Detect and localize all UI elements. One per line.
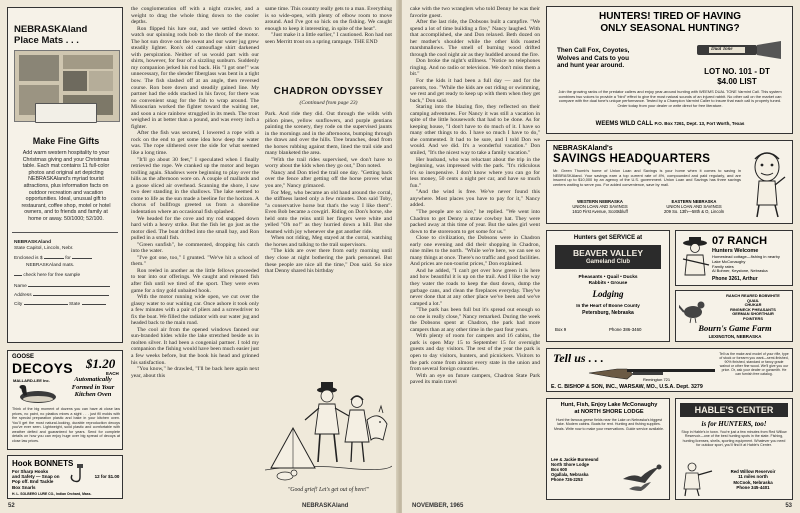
ranch-ad [675,230,793,286]
cartoon-drawing [265,350,392,486]
decoys-brand: MALLARD-LEE Inc. [13,378,50,383]
city-field[interactable] [24,304,68,305]
hunter-pointing-icon [680,461,714,497]
placemat-photo [14,50,120,122]
cartoon [265,350,392,500]
decoys-body: Think of the big moment of dozens you can have at close law prices, no paint, no plastics mixes a sight . . . just fill molds with the special preparation plastic and bake in your kitchen oven. You'll get the most natural-looking, durable reproduction decoys you've ever seen. Lightweight, solid plastic and comfortable with weather defied and guaranteed for years. Send for complete details on how you can enjoy huge over big spread of decoys at close law prices. [12,407,120,443]
beaver-lodging: Lodging [592,289,624,299]
beaver-phone: Phone 386-3460 [609,327,642,332]
fishhook-icon [68,463,92,485]
left-page [0,0,398,513]
placemats-body: Add warm western hospitality to your Christmas giving and your Christmas table. Each mat contains 11 full-color photos and original art depicting NEBRASKAland's myriad tourist attractions, plus information facts on outdoor recreation and vacation opportunities. Ideal, unusual gift to restaurant, coffee shop, motel or hotel owners, and to friends and family at home or away. 50/1000; 52/100. [21,150,111,222]
placemats-ad [7,7,123,343]
enclosed-amount-field[interactable] [44,258,64,259]
beaver-game: Pheasants • Quail • Ducks Rabbits • Grouse [578,275,638,286]
bonnets-price: 12 for $1.00 [94,474,120,479]
hunters-lot: LOT NO. 101 - DT [704,67,770,76]
enclosed-label: Enclosed is $ [14,256,43,262]
savings-title: SAVINGS HEADQUARTERS [553,153,711,165]
beaver-region: In the Heart of Boone County [576,303,640,308]
hables-subtitle: is for HUNTERS, too! [701,420,767,428]
bourns-town: LEXINGTON, NEBRASKA [708,334,762,339]
chadron-title: CHADRON ODYSSEY [273,86,384,97]
bishop-tell: Tell us . . . [553,351,604,365]
decoys-price: $1.20 [86,356,116,371]
bourns-ad [675,290,793,342]
ranch-lines: Homestead cottage—fishing in nearby Lake McConaughy Family rates Al Bohner, Keystone, Nebraska [712,254,780,274]
right-folio: 53 [785,503,792,509]
bishop-rifle-label: Remington 721 [643,377,671,382]
goose-decoy-icon [14,384,60,404]
hunters-company-line [553,121,787,127]
address-field[interactable] [33,295,109,296]
bishop-brand: E. C. BISHOP & SON, INC., WARSAW, MO., U.S.A. [551,384,675,390]
beaver-town: Petersburg, Nebraska [582,310,634,316]
bonnets-title: Hook BONNETS [12,459,74,468]
bourns-name: Bourn's Game Farm [698,323,772,333]
decoys-price-note: EACH [106,371,119,376]
hunters-lot-price: $4.00 LIST [717,77,757,86]
varmint-call-icon [695,39,785,61]
sample-checkbox[interactable] [14,275,22,276]
mcconaughy-body: Hunt the famous geese fields near the Lake on Nebraska's biggest lake. Modern cabins. Boats for rent. Hunting and fishing supplies. Meals. Write now to make your reservations. Guide service available. [554,418,664,431]
right-page [402,0,800,513]
cartoon-caption: "Good grief! Let's get out of here!" [287,487,370,493]
enclosed-count-field[interactable] [72,258,92,259]
pheasant-icon [679,294,711,324]
savings-body: Mr. Green Thumb's home of Union Loan and Savings is your home when it comes to saving in NEBRASKAland. Your savings earn a top current rate of 4%, compounded and paid regularly, and are insured up to $10,000 by an agency of the U.S. government. Union Loan and Savings has three savings centers waiting to serve you. For added convenience, save by mail. [553,168,741,188]
ranch-welcome: Hunters Welcome [712,248,759,254]
hunters-product: Dual Tone [711,47,733,52]
placemats-order-form: NEBRASKAland State Capitol, Lincoln, Nebr. Enclosed is $ for NEBRASKAland mats. check here for free sample Name Address City State [14,240,118,309]
savings-brand: NEBRASKAland's [553,145,613,152]
left-running-footer: NEBRASKAland [302,503,349,509]
savings-eastern: EASTERN NEBRASKA UNION LOAN AND SAVINGS 209 So. 13th—58th & O, Lincoln [663,199,725,214]
hunters-body: Join the growing ranks of the predator callers and enjoy year-around hunting with WEEMS DUAL TONE Varmint Call. This system combines two voices to provide a "bird" effect to give the most natural sounds of an injured rabbit. No other call on the market can compare with the dual tone's unique performance. Tested by a Champion Varmint Caller to insure that each call is properly tuned. Order today from your dealer or write direct for free literature. [558,89,782,109]
hables-title-banner [680,403,788,417]
savings-ad [546,140,793,224]
beaver-header: Hunters get SERVICE at [573,235,643,241]
bishop-body: Tell us the make and model of your rifle, type of stock or forearm you want—semi-finished, 90% finished, standard or fancy grade walnut or other fine wood. We'll give you our price. Or, ask your dealer or gunsmith. He can furnish free catalog. [719,352,789,377]
bishop-brand-line [551,384,789,390]
story-column-3: Park. And ride they did. Out through the wilds with piñon pines, yellow sunflowers, and purple gentians painting the scenery, they rode on the supervised jaunts in the mornings and in the afternoons, bumping through the draws and over the hills. Tree branches, dead from the horses rubbing against them, lined the trail side and many blanketed the area. "With the trail rides supervised, we don't have to worry about the kids when they go out," Don noted. Nancy and Don tried the trail one day. "Getting back over the fence after getting off the horse proves what you are," Nancy grimaced. For Meg, who became an old hand around the corral, the stiffness lasted only a few minutes. Don said Toby, "a conservative horse but that's the way I like them". Even Bob became a cowgirl. Riding on Don's horse, she held onto the reins until her fingers were white and yelled "Oh no!" as they hurried down a hill. But she beamed with joy whenever she got another ride. When not riding, Meg stayed at the corral, watching the horses and talking to the trail supervisors. "The kids are over there from early morning until they close at night bothering the park personnel. But these people are nice all the time," Don said. So nice that Denny shared his birthday [265,111,392,275]
state-field[interactable] [82,304,106,305]
order-address-line2: State Capitol, Lincoln, Nebr. [14,246,74,252]
ranch-phone: Phone 3261, Arthur [712,276,758,282]
placemats-subtitle: Make Fine Gifts [32,136,100,146]
mcconaughy-ad [546,398,670,500]
cowboy-hunter-icon [679,235,711,283]
story-column-4: cake with the two wranglers who told Denny he was their favorite guest. After the last ride, the Dobsons built a campfire. "We spend a lot of time building a fire," Nancy laughed. With that accomplished, she and Don relaxed. Beth dozed on her mother's shoulder while the other kids roasted marshmallows. The smell of burning wood drifted through the cool night air as they huddled around the fire. Don broke the night's stillness. "Notice no telephones ringing. And no radio or television. We don't miss them a bit." For the kids it had been a full day — and for the parents, too. "While the kids are out riding or swimming, we rest and get ready to keep up with them when they get back," Don said. Staring into the blazing fire, they reflected on their camping adventures. For Nancy it was still a vacation in spite of the little housework that had to be done. As for keeping house, "I don't have to do much of it. I have so many other things to do. I have so much I have to do," she commented. It had to be sure, and I told Don we would. And we did. It's a wonderful vacation." Don smiled, "It's the nicest way to take a family vacation." Her husband, who was reluctant about the trip in the beginning, was impressed with the park. "It's ridiculous it's so inexpensive. I don't know where you can go for less money, 50 cents a night per car, and have so much fun." "And the wind is free. We've never found this anywhere. Most places you have to pay for it," Nancy added. "The people are so nice," he replied. "We went into Chadron to get Denny a straw cowboy hat. They were packed away at this time of year. But the sales girl went down to the storeroom to get some for us." Close to civilization, the Dobsons were in Chadron early one evening and did their shopping in Chadron, nine miles to the north. "While we're here, we can see so many things at once. There's no traffic and good facilities. And prices are non-tourist prices," Don explained. And he added, "I can't get over how green it is here and how beautiful it is up on the trail. And I like the way they water the roads to keep the dust down, dump the garbage cans, and clean the fireplaces everyday. They've never done that at any other place we've been and we've camped a lot." "The park has been full but it's spread out enough so no one is really close," Nancy remarked. During the week the Dobsons spent at Chadron, the park had more campers than at any other time in the past four years. With plenty of room for campers and 16 cabins, the park is open May 15 to September 15 for overnight guests and day visitors. The rest of the year the park is open to day visitors, hunters, and picnickers. Visitors to the park come from almost every state in the union and from several foreign countries. With an eye on future campers, Chadron State Park paved its main travel [410,6,540,386]
story-column-2: same time. This country really gets to a man. Everything is so wide-open, with plenty of elbow room to move around. And I've got so hick on the fishing. We caught enough to keep it interesting, in spite of the heat". "Just make it a little earlier," I cautioned. Ron had not seen Merritt trout on a spring rampage. THE END [265,6,392,45]
hables-title: HABLE'S CENTER [694,404,774,415]
decoys-goose-label: GOOSE [12,354,35,360]
decoys-title: DECOYS [12,360,73,376]
beaver-title: BEAVER VALLEY [572,248,644,258]
story-column-1: the conglomeration off with a night crawler, and a weight to drag the whole thing down to the cooler depths. Ron flipped his lure out, and we settled down to watch our spinning rods bob to the throb of the motor. The hot sun drove out the sweat and our water jug grew steadily lighter. Ron's old camouflage shirt darkened with perspiration. Neither of us would part with our shirts, however, for fear of a sizzling sunburn. Suddenly my companion jerked his rod back. His "I got one!" was unnecessary, for the slender fiberglass was bent in a tight bow. The fish slashed off at an angle, then reversed course. Ron bore down and steadily gained line. My partner had the odds stacked in his favor, for there was no convenient snag for the fish to wrap around. The Missourian worked the fighter toward the waiting net, and soon a nice rainbow struggled in its mesh. The trout weighed in at better than a pound, and was every inch a fighter. After the fish was secured, I lowered a rope with a rock on the end to get some idea how deep the water was. The rope slithered over the side for what seemed like a long time. "It'll go about 30 feet," I speculated when I finally retrieved the rope. We cranked up the motor and began trolling again. Shadows were beginning to play over the hills as the afternoon wore on. A couple of mallards and a goose sliced air overhead. Scanning the shore, I saw two deer standing in the shallows. The lake seemed to come to life as the sun made a beeline for the horizon. A chorus of bullfrogs greeted us from a shoreline indentation where an occasional fish splashed. We headed for the cove and my rod snapped down hard with a heavy strike. But the fish let go just as the motor died. The boat drifted into the small bay, and Ron pulled in a small fish. "Green sunfish", he commented, dropping his catch into the water. "I've got one, too," I grunted. "We've hit a school of them." Ron reeled in another as the little fellows proceeded to tear into our offerings. We caught and released fish after fish until we tired of the sport. They were even game for a tiny gold unbaited hook. With the motor running wide open, we cut over the glassy water to our waiting car. Once ashore it took only a few minutes with a pair of pliers and a screwdriver to fix the boat. We filled the radiator with our water jug and headed back to the main road. The cool air from the opened windows fanned our sun-branded hides while the lake stretched beside us in molten silver. It had been a congenial partner. I told my companion the fishing would have been much easier just a few weeks before, but the book his head and grinned his satisfaction. "You know," he drawled, "I'll be back here again next year, about this [131,6,259,379]
mcconaughy-title: Hunt, Fish, Enjoy Lake McConaughy at NORTH SHORE LODGE [560,402,658,415]
bonnets-maker: H. L. SOLBERG LURE CO., Indian Orchard, Mass. [12,492,92,496]
chadron-continued: (Continued from page 23) [299,100,358,106]
beaver-subtitle: Gameland Club [585,259,630,265]
beaver-title-banner [555,245,661,269]
name-field[interactable] [28,286,110,287]
bonnets-lines: For Sharp Hooks and Safety — Snap on Pop off. End Tackle Box Snarls [12,469,60,490]
beaver-valley-ad [546,230,670,342]
hables-address: Red Willow Reservoir 11 miles north McCook, Nebraska Phone 345-4401 [730,469,776,491]
savings-western: WESTERN NEBRASKA UNION LOAN AND SAVINGS 1610 First Avenue, Scottsbluff [572,199,628,214]
flying-geese-icon [619,455,667,495]
bishop-stock-ad [546,348,793,392]
decoys-ad [7,350,123,450]
left-folio: 52 [8,503,15,509]
hables-ad [675,398,793,500]
bourns-lines: RANCH REARED BOBWHITE QUAIL CHUKAR RINGNECK PHEASANTS GERMAN SHORTHAIR POINTERS [726,293,780,321]
hunters-company-address: P.O. Box 7261, Dept. 13, Fort Worth, Texas [654,121,745,126]
decoys-auto-text: Automatically Formed in Your Kitchen Oven [71,376,115,399]
right-running-footer: NOVEMBER, 1965 [412,503,464,509]
bishop-dept: Dept. 3279 [676,384,703,390]
hunters-title: HUNTERS! TIRED OF HAVING ONLY SEASONAL HUNTING? [598,11,742,34]
ranch-title: 07 RANCH [712,235,768,247]
green-thumb-mascot-icon [745,149,789,219]
hables-body: Stop in Hable's in town. You're just a few minutes from Red Willow Reservoir—one of the best hunting spots in the state. Fishing, hunting licenses, shells, sporting equipment. Whatever you need for outdoor sport, you'll find it at Hable's Center. [681,430,787,447]
beaver-box: Box 9 [555,327,567,332]
mcconaughy-lodge: Lee & Jackie Burmeund North Shore Lodge Box 600 Ogallala, Nebraska Phone 726-2253 [551,457,599,482]
placemats-title: NEBRASKAland Place Mats . . . [14,24,88,46]
hunters-ad [546,6,793,134]
order-address-line1: NEBRASKAland [14,240,52,245]
hunters-company: WEEMS WILD CALL [595,121,653,127]
hunters-text: Then Call Fox, Coyotes, Wolves and Cats to you and hunt year around. [557,47,630,70]
bonnets-ad [7,455,123,499]
